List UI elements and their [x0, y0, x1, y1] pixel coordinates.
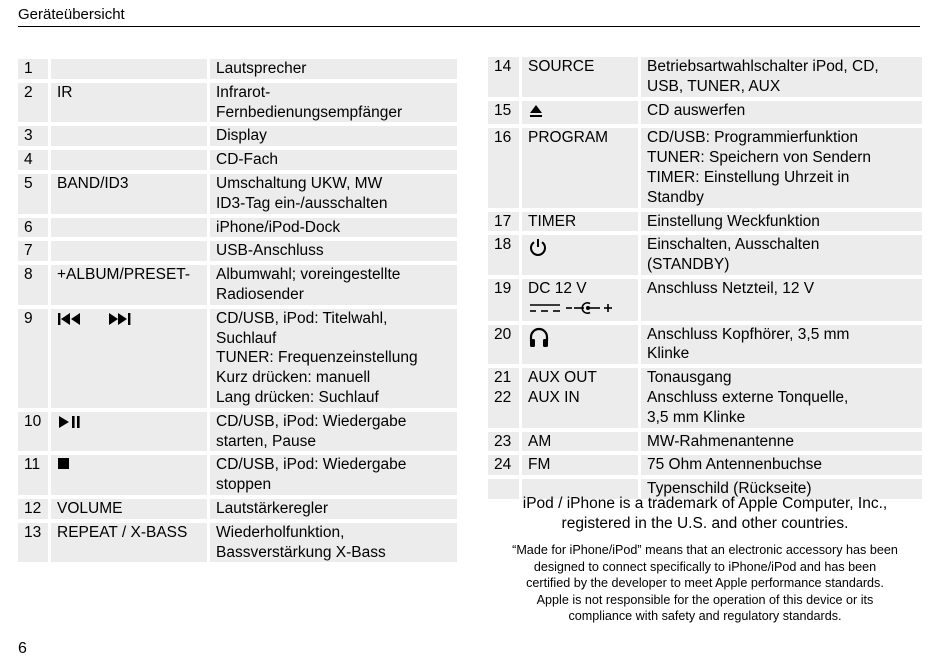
table-row — [488, 212, 922, 232]
item-number-text: 8 — [24, 266, 33, 284]
control-label — [51, 83, 210, 123]
control-label — [522, 432, 641, 452]
item-number — [18, 499, 51, 519]
item-number — [488, 455, 522, 475]
control-label-text: AUX OUT AUX IN — [528, 369, 597, 406]
item-number-text: 19 — [494, 279, 512, 297]
function-description — [210, 174, 457, 214]
control-label — [51, 523, 210, 563]
item-number-text: 21 22 — [494, 369, 512, 406]
item-number — [488, 128, 522, 207]
item-number — [488, 368, 522, 427]
control-label-text: FM — [528, 456, 551, 474]
control-label-text: SOURCE — [528, 58, 595, 75]
function-description — [210, 218, 457, 238]
function-description-text: Infrarot- Fernbedienungsempfänger — [216, 83, 403, 121]
table-row — [18, 523, 457, 563]
item-number — [18, 126, 51, 146]
control-label — [51, 126, 210, 146]
item-number-text: 1 — [24, 60, 33, 77]
control-label — [51, 265, 210, 305]
function-description — [210, 241, 457, 261]
item-number — [18, 59, 51, 79]
item-number-text: 23 — [494, 432, 512, 450]
function-description-text: MW-Rahmenantenne — [647, 432, 795, 450]
control-label — [522, 101, 641, 125]
control-label — [51, 59, 210, 79]
function-description — [641, 101, 922, 125]
table-row — [488, 57, 922, 97]
function-description — [210, 499, 457, 519]
control-label — [522, 57, 641, 97]
table-row — [488, 432, 922, 452]
function-description — [641, 432, 922, 452]
control-label — [522, 212, 641, 232]
function-description-text: CD/USB, iPod: Titelwahl, Suchlauf TUNER: Frequenzeinstellung Kurz drücken: manuell Lang drücken: Suchlauf — [216, 309, 418, 406]
control-label-text: +ALBUM/PRESET- — [57, 266, 191, 284]
table-row — [18, 309, 457, 408]
control-label — [522, 128, 641, 207]
function-description-text: CD/USB, iPod: Wiedergabe stoppen — [216, 456, 407, 494]
item-number — [488, 57, 522, 97]
control-label — [51, 150, 210, 170]
item-number-text: 3 — [24, 127, 33, 145]
function-description — [641, 368, 922, 427]
function-description-text: Lautstärkeregler — [216, 499, 329, 517]
function-description-text: 75 Ohm Antennenbuchse — [647, 456, 822, 474]
function-description — [210, 412, 457, 452]
item-number-text: 15 — [494, 101, 512, 119]
table-row — [18, 499, 457, 519]
table-row — [488, 235, 922, 275]
section-title: Geräteübersicht — [18, 6, 125, 23]
skip-prev-next-icon — [57, 311, 145, 333]
control-label — [522, 235, 641, 275]
function-description-text: Betriebsartwahlschalter iPod, CD, USB, TUNER, AUX — [647, 58, 879, 95]
table-row — [488, 101, 922, 125]
item-number — [18, 412, 51, 452]
item-number-text: 13 — [24, 523, 42, 541]
function-description — [641, 279, 922, 321]
headphones-icon — [528, 327, 550, 355]
table-row — [488, 325, 922, 365]
control-label-text: PROGRAM — [528, 129, 609, 147]
function-description-text: USB-Anschluss — [216, 242, 324, 260]
function-description — [210, 523, 457, 563]
function-description-text: Umschaltung UKW, MW ID3-Tag ein-/ausschalten — [216, 174, 388, 212]
control-label — [51, 218, 210, 238]
function-description-text: Tonausgang Anschluss externe Tonquelle, 3,5 mm Klinke — [647, 369, 849, 426]
control-label — [51, 174, 210, 214]
device-overview-table-right — [488, 53, 922, 503]
item-number-text: 24 — [494, 456, 512, 474]
function-description-text: CD-Fach — [216, 151, 279, 169]
function-description-text: CD auswerfen — [647, 101, 746, 119]
device-overview-table-left — [18, 55, 457, 566]
item-number — [488, 279, 522, 321]
control-label — [522, 368, 641, 427]
item-number — [18, 83, 51, 123]
function-description — [641, 212, 922, 232]
table-row — [18, 150, 457, 170]
function-description-text: Einstellung Weckfunktion — [647, 212, 820, 230]
control-label — [522, 325, 641, 365]
item-number-text: 11 — [24, 456, 41, 474]
control-label — [51, 412, 210, 452]
control-label — [51, 455, 210, 495]
function-description — [210, 309, 457, 408]
item-number-text: 6 — [24, 218, 33, 236]
table-row — [18, 83, 457, 123]
item-number-text: 16 — [494, 129, 512, 147]
power-icon — [528, 237, 548, 263]
item-number-text: 14 — [494, 58, 512, 75]
table-row — [18, 174, 457, 214]
table-row — [18, 455, 457, 495]
item-number-text: 10 — [24, 412, 42, 430]
function-description — [641, 325, 922, 365]
item-number — [488, 101, 522, 125]
function-description — [641, 128, 922, 207]
eject-icon — [528, 103, 544, 125]
function-description-text: iPhone/iPod-Dock — [216, 218, 341, 236]
control-label — [51, 241, 210, 261]
item-number-text: 17 — [494, 212, 512, 230]
control-label-text: AM — [528, 432, 552, 450]
function-description-text: CD/USB: Programmierfunktion TUNER: Speichern von Sendern TIMER: Einstellung Uhrzeit in Standby — [647, 129, 872, 206]
control-label — [522, 455, 641, 475]
item-number — [18, 150, 51, 170]
item-number-text: 2 — [24, 83, 33, 101]
control-label — [522, 279, 641, 321]
dc-polarity-icon — [528, 301, 638, 321]
table-row — [488, 279, 922, 321]
table-row — [488, 368, 922, 427]
item-number-text: 18 — [494, 236, 512, 254]
table-row — [18, 412, 457, 452]
item-number — [18, 309, 51, 408]
function-description-text: Typenschild (Rückseite) — [647, 480, 812, 498]
section-header — [18, 6, 920, 27]
function-description-text: Display — [216, 127, 267, 145]
control-label-text: REPEAT / X-BASS — [57, 523, 188, 541]
play-pause-icon — [57, 414, 83, 436]
function-description — [641, 57, 922, 97]
item-number — [488, 235, 522, 275]
function-description — [641, 455, 922, 475]
item-number — [18, 174, 51, 214]
item-number — [18, 218, 51, 238]
function-description-text: Lautsprecher — [216, 60, 307, 77]
function-description-text: Einschalten, Ausschalten (STANDBY) — [647, 236, 820, 274]
item-number-text: 4 — [24, 151, 33, 169]
made-for-iphone-notice: “Made for iPhone/iPod” means that an electronic accessory has been designed to connect specifically to iPhone/iPod and has been certified by the developer to meet Apple performance standards. Apple is not responsible for the operation of this device or its compliance with safety and regulatory standards. — [512, 543, 898, 624]
control-label-text: BAND/ID3 — [57, 174, 129, 192]
item-number — [488, 432, 522, 452]
item-number — [488, 212, 522, 232]
function-description — [210, 455, 457, 495]
stop-icon — [57, 457, 71, 477]
control-label — [51, 499, 210, 519]
trademark-notice: iPod / iPhone is a trademark of Apple Computer, Inc., registered in the U.S. and other countries. — [522, 495, 888, 532]
function-description — [210, 83, 457, 123]
function-description — [210, 265, 457, 305]
function-description-text: Albumwahl; voreingestellte Radiosender — [216, 266, 401, 303]
function-description — [210, 150, 457, 170]
function-description-text: CD/USB, iPod: Wiedergabe starten, Pause — [216, 412, 407, 450]
control-label — [51, 309, 210, 408]
item-number — [488, 325, 522, 365]
control-label-text: TIMER — [528, 212, 577, 230]
table-row — [18, 241, 457, 261]
table-row — [18, 265, 457, 305]
function-description — [210, 126, 457, 146]
item-number — [18, 241, 51, 261]
item-number-text: 7 — [24, 242, 33, 260]
function-description-text: Anschluss Kopfhörer, 3,5 mm Klinke — [647, 325, 850, 363]
page-number: 6 — [18, 640, 27, 657]
control-label-text: VOLUME — [57, 499, 123, 517]
item-number-text: 5 — [24, 174, 33, 192]
control-label-text: DC 12 V — [528, 279, 587, 297]
item-number-text: 20 — [494, 325, 512, 343]
table-row — [488, 128, 922, 207]
table-row — [18, 218, 457, 238]
table-row — [488, 455, 922, 475]
item-number — [18, 265, 51, 305]
item-number-text: 9 — [24, 309, 33, 327]
function-description-text: Anschluss Netzteil, 12 V — [647, 279, 815, 297]
control-label-text: IR — [57, 83, 73, 101]
function-description — [210, 59, 457, 79]
function-description-text: Wiederholfunktion, Bassverstärkung X-Bass — [216, 523, 386, 561]
table-row — [18, 126, 457, 146]
function-description — [641, 235, 922, 275]
item-number — [18, 455, 51, 495]
item-number — [18, 523, 51, 563]
item-number-text: 12 — [24, 499, 42, 517]
table-row — [18, 59, 457, 79]
